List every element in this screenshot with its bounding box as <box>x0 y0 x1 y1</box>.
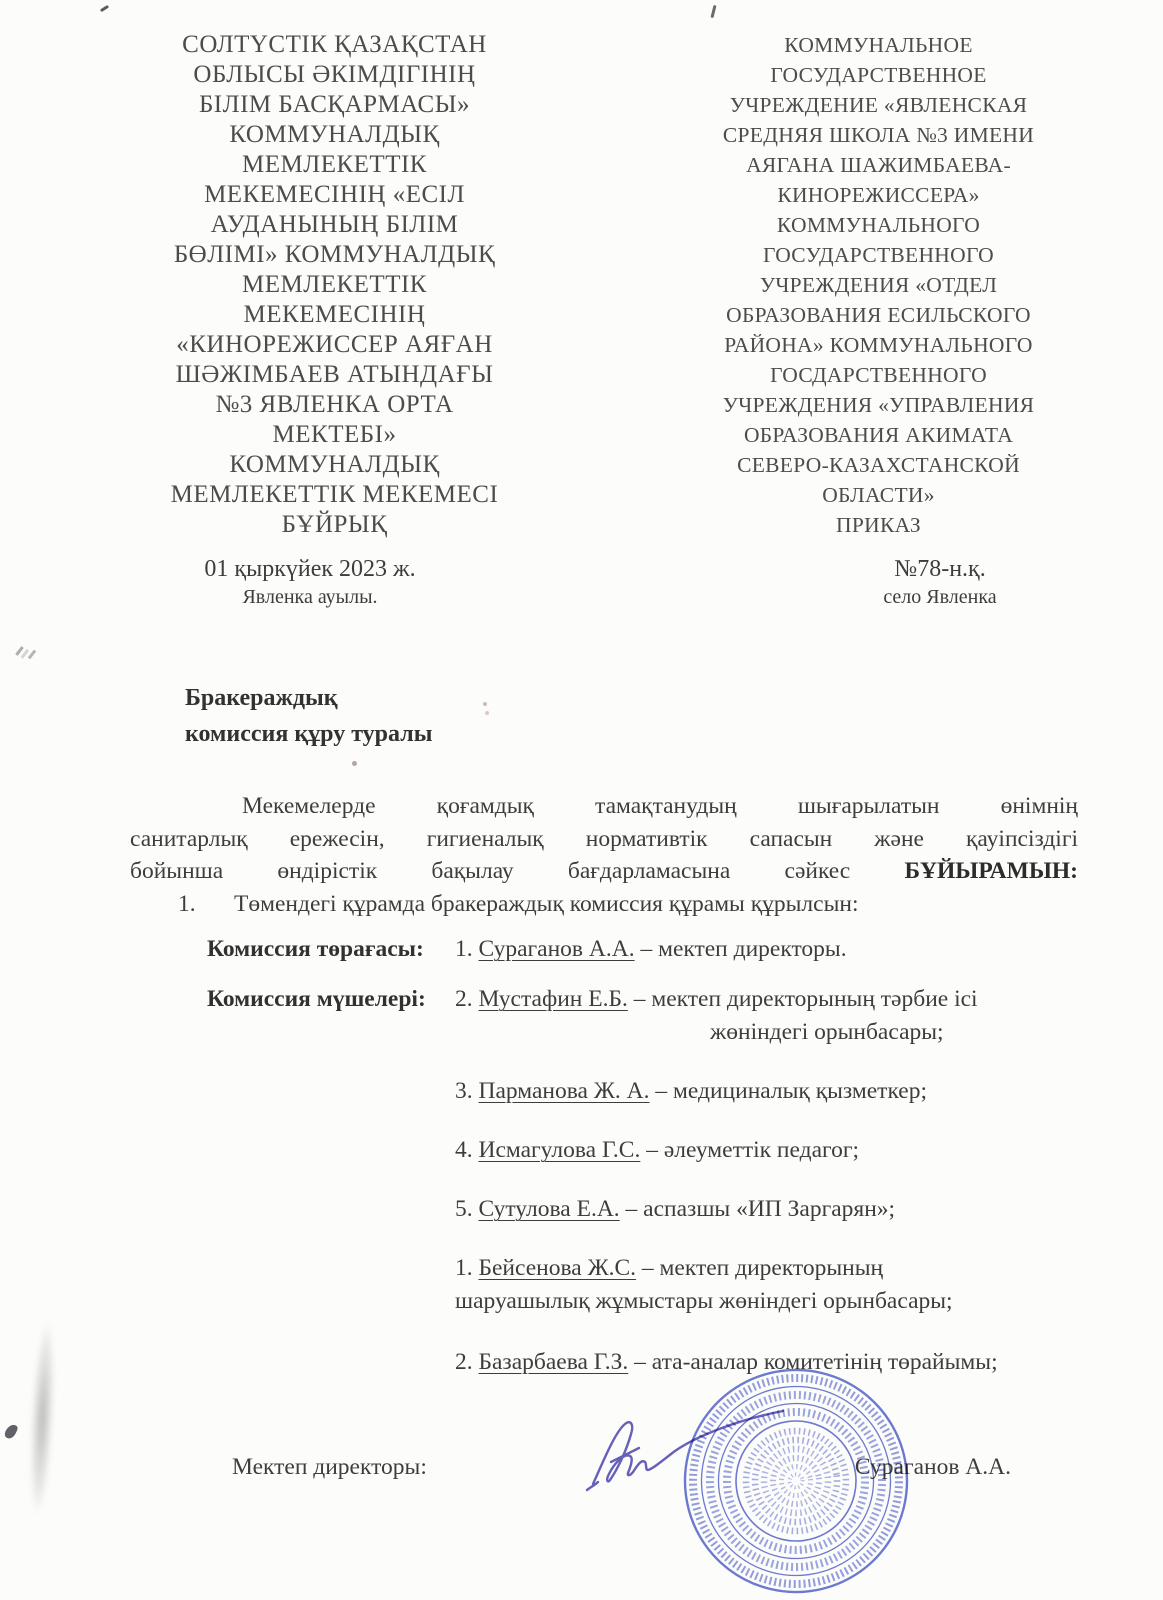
letterhead-line: АУДАНЫНЫҢ БІЛІМ <box>210 211 459 238</box>
subject-line: комиссия құру туралы <box>185 721 433 747</box>
item-text: Төмендегі құрамда бракераждық комиссия құрамы құрылсын: <box>234 890 859 917</box>
order-place-kk: Явленка ауылы. <box>242 586 378 608</box>
order-number: №78-н.қ. <box>894 556 986 582</box>
number-place-right <box>760 554 1120 611</box>
member-number: 1. <box>455 936 473 963</box>
chair-entry <box>455 933 1110 966</box>
member-entry <box>455 983 1110 1049</box>
member-role: – әлеуметтік педагог; <box>646 1137 859 1164</box>
order-preamble <box>130 790 1078 888</box>
commission-chair-row <box>130 933 1110 966</box>
scan-artifact <box>23 1251 65 1520</box>
letterhead-line: ОБРАЗОВАНИЯ ЕСИЛЬСКОГО <box>726 303 1031 327</box>
dateline <box>0 554 1163 616</box>
letterhead-line: ГОСУДАРСТВЕННОЕ <box>770 63 987 87</box>
preamble-text: Мекемелерде қоғамдық тамақтанудың шығарылатын өнімнің <box>242 793 1078 819</box>
member-name: Исмагулова Г.С. <box>478 1137 641 1164</box>
letterhead-line: УЧРЕЖДЕНИЯ «ОТДЕЛ <box>759 273 998 297</box>
order-place-ru: село Явленка <box>883 586 997 608</box>
member-role: – мектеп директоры. <box>640 936 847 963</box>
letterhead-line: КОММУНАЛЬНОГО <box>776 213 981 237</box>
letterhead-line: КОММУНАЛДЫҚ <box>229 121 440 148</box>
member-number: 5. <box>455 1196 473 1223</box>
member-number: 2. <box>455 1349 473 1376</box>
member-role-wrap: жөніндегі орынбасары; <box>710 1019 944 1046</box>
scan-artifact <box>15 646 24 656</box>
letterhead-line: МЕКЕМЕСІНІҢ «ЕСІЛ <box>204 181 465 208</box>
member-number: 4. <box>455 1137 473 1164</box>
member-name: Сутулова Е.А. <box>478 1196 620 1223</box>
member-name: Базарбаева Г.З. <box>478 1349 629 1376</box>
member-name: Бейсенова Ж.С. <box>478 1255 637 1282</box>
preamble-text: бойынша өндірістік бақылау бағдарламасына сәйкес <box>130 858 851 885</box>
letterhead-line: УЧРЕЖДЕНИЕ «ЯВЛЕНСКАЯ <box>729 93 1028 117</box>
letterhead-line: БӨЛІМІ» КОММУНАЛДЫҚ <box>173 241 496 268</box>
letterhead-line: КОММУНАЛЬНОЕ <box>784 33 973 57</box>
member-name: Сураганов А.А. <box>478 936 635 963</box>
letterhead-line: ОБЛАСТИ» <box>822 483 935 507</box>
scan-artifact <box>3 1423 19 1441</box>
letterhead-line: КОММУНАЛДЫҚ <box>229 451 440 478</box>
director-label: Мектеп директоры: <box>232 1454 427 1481</box>
letterhead-line: ОБРАЗОВАНИЯ АКИМАТА <box>743 423 1014 447</box>
order-date: 01 қыркүйек 2023 ж. <box>204 556 416 582</box>
commission-members-row <box>130 983 1110 1049</box>
letterhead-line: БІЛІМ БАСҚАРМАСЫ» <box>198 91 471 118</box>
preamble-line <box>130 790 1078 823</box>
director-name: Сураганов А.А. <box>854 1454 1011 1481</box>
item-number: 1. <box>178 890 196 917</box>
member-number: 1. <box>455 1255 473 1282</box>
director-signature <box>583 1406 788 1498</box>
letterhead-line: МЕКЕМЕСІНІҢ <box>243 301 426 328</box>
member-name: Мустафин Е.Б. <box>478 986 628 1013</box>
letterhead-line: СРЕДНЯЯ ШКОЛА №3 ИМЕНИ <box>722 123 1035 147</box>
letterhead-line: ШӘЖІМБАЕВ АТЫНДАҒЫ <box>175 361 494 388</box>
order-item-1 <box>130 888 1078 921</box>
subject-heading <box>185 680 1163 752</box>
member-number: 3. <box>455 1078 473 1105</box>
letterhead-line: ГОСУДАРСТВЕННОГО <box>763 243 994 267</box>
letterhead-line: №3 ЯВЛЕНКА ОРТА <box>215 391 454 418</box>
letterhead-line: АЯГАНА ШАЖИМБАЕВА- <box>746 153 1011 177</box>
letterhead-russian <box>635 30 1122 540</box>
preamble-line <box>130 823 1078 856</box>
letterhead-line: МЕКТЕБІ» <box>272 421 397 448</box>
letterhead-line: КИНОРЕЖИССЕРА» <box>777 183 980 207</box>
letterhead-line: УЧРЕЖДЕНИЯ «УПРАВЛЕНИЯ <box>722 393 1035 417</box>
preamble-text: санитарлық ережесін, гигиеналық нормативтік сапасын және қауіпсіздігі <box>130 825 1078 852</box>
letterhead-line: СЕВЕРО-КАЗАХСТАНСКОЙ <box>737 453 1020 477</box>
scan-artifact <box>352 761 357 766</box>
members-label: Комиссия мүшелері: <box>207 986 426 1013</box>
member-entry <box>455 1075 1055 1108</box>
letterhead <box>0 0 1163 540</box>
member-role: – аспазшы «ИП Заргарян»; <box>625 1196 896 1223</box>
date-place-left <box>130 554 490 611</box>
order-word: БҰЙЫРАМЫН: <box>904 858 1079 885</box>
member-line <box>455 1252 1055 1285</box>
letterhead-line: «КИНОРЕЖИССЕР АЯҒАН <box>176 331 493 358</box>
letterhead-line: МЕМЛЕКЕТТІК МЕКЕМЕСІ <box>170 481 499 508</box>
member-entry <box>455 1134 1055 1167</box>
member-entry <box>455 1252 1055 1318</box>
member-role-wrap: шаруашылық жұмыстары жөніндегі орынбасары; <box>455 1288 953 1315</box>
member-entry <box>455 1193 1055 1226</box>
letterhead-line: ПРИКАЗ <box>836 513 921 537</box>
letterhead-line: РАЙОНА» КОММУНАЛЬНОГО <box>724 333 1033 357</box>
member-role: – мектеп директорының тәрбие ісі <box>633 986 978 1013</box>
letterhead-line: МЕМЛЕКЕТТІК <box>242 151 427 178</box>
member-number: 2. <box>455 986 473 1013</box>
chair-label: Комиссия төрағасы: <box>207 936 424 963</box>
preamble-line <box>130 855 1078 888</box>
member-name: Парманова Ж. А. <box>478 1078 650 1105</box>
letterhead-line: ГОСДАРСТВЕННОГО <box>770 363 987 387</box>
letterhead-line: ОБЛЫСЫ ӘКІМДІГІНІҢ <box>193 61 476 88</box>
letterhead-line: СОЛТҮСТІК ҚАЗАҚСТАН <box>182 31 487 58</box>
letterhead-line: БҰЙРЫҚ <box>281 511 388 538</box>
letterhead-kazakh <box>112 30 557 540</box>
member-role: – ата-аналар комитетінің төрайымы; <box>634 1349 998 1376</box>
member-role: – медициналық қызметкер; <box>655 1078 927 1105</box>
subject-line: Бракераждық <box>185 685 338 711</box>
member-role: – мектеп директорының <box>641 1255 884 1282</box>
letterhead-line: МЕМЛЕКЕТТІК <box>242 271 427 298</box>
